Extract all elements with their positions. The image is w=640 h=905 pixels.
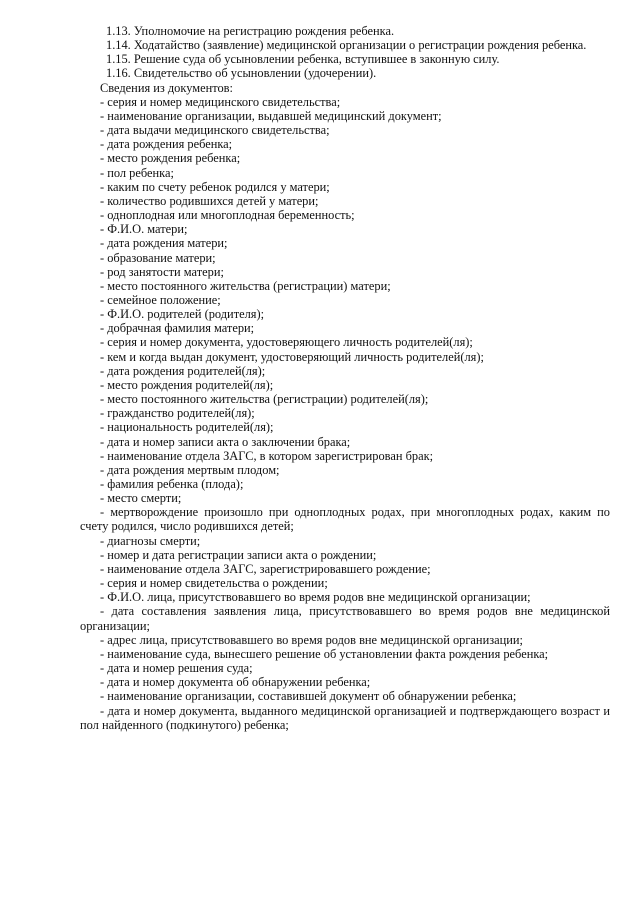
- document-line: - образование матери;: [100, 250, 216, 265]
- document-line: - серия и номер документа, удостоверяющего личность родителей(ля);: [100, 335, 473, 350]
- document-line: - дата рождения мертвым плодом;: [100, 462, 280, 477]
- document-line: - дата и номер записи акта о заключении брака;: [100, 434, 351, 449]
- document-line: - место рождения родителей(ля);: [100, 377, 274, 392]
- document-line: - дата и номер решения суда;: [100, 661, 253, 676]
- document-line: - мертворождение произошло при одноплодных родах, при многоплодных родах, каким по счету родился, число родившихся детей;: [80, 505, 610, 534]
- document-line: - дата рождения родителей(ля);: [100, 363, 266, 378]
- document-line: - дата и номер документа об обнаружении ребенка;: [100, 675, 371, 690]
- document-line: - Ф.И.О. родителей (родителя);: [100, 307, 265, 322]
- document-line: - наименование организации, выдавшей медицинский документ;: [100, 108, 442, 123]
- document-line: - место рождения ребенка;: [100, 151, 241, 166]
- document-line: - Ф.И.О. матери;: [100, 222, 188, 237]
- document-line: - гражданство родителей(ля);: [100, 406, 255, 421]
- document-line: - дата рождения матери;: [100, 236, 228, 251]
- document-line: 1.13. Уполномочие на регистрацию рождения ребенка.: [106, 24, 395, 38]
- document-line: - серия и номер свидетельства о рождении;: [100, 576, 328, 591]
- document-line: 1.16. Свидетельство об усыновлении (удочерении).: [106, 66, 377, 81]
- document-line: - наименование отдела ЗАГС, зарегистрировавшего рождение;: [100, 561, 431, 576]
- document-line: - место смерти;: [100, 491, 182, 506]
- document-line: - Ф.И.О. лица, присутствовавшего во время родов вне медицинской организации;: [100, 590, 531, 605]
- document-line: - дата составления заявления лица, присутствовавшего во время родов вне медицинской организации;: [80, 604, 610, 633]
- document-line: - наименование отдела ЗАГС, в котором зарегистрирован брак;: [100, 448, 434, 463]
- document-line: - одноплодная или многоплодная беременность;: [100, 208, 355, 223]
- document-line: - каким по счету ребенок родился у матери;: [100, 179, 330, 194]
- document-line: - кем и когда выдан документ, удостоверяющий личность родителей(ля);: [100, 349, 484, 364]
- document-line: 1.14. Ходатайство (заявление) медицинской организации о регистрации рождения ребенка.: [106, 38, 587, 53]
- document-line: - место постоянного жительства (регистрации) родителей(ля);: [100, 392, 429, 407]
- document-line: - серия и номер медицинского свидетельства;: [100, 94, 341, 109]
- document-line: - фамилия ребенка (плода);: [100, 477, 244, 491]
- document-line: - пол ребенка;: [100, 165, 174, 180]
- document-line: - адрес лица, присутствовавшего во время родов вне медицинской организации;: [100, 632, 523, 647]
- document-line: - добрачная фамилия матери;: [100, 321, 255, 336]
- document-line: - национальность родителей(ля);: [100, 420, 274, 435]
- document-line: - род занятости матери;: [100, 264, 224, 279]
- document-line: - семейное положение;: [100, 292, 221, 307]
- document-line: - количество родившихся детей у матери;: [100, 193, 319, 208]
- document-body: [80, 24, 610, 732]
- document-line: - дата и номер документа, выданного медицинской организацией и подтверждающего возраст и пол найденного (подкинутого) ребенка;: [80, 703, 610, 732]
- document-line: - наименование суда, вынесшего решение об установлении факта рождения ребенка;: [100, 646, 549, 661]
- document-line: - дата рождения ребенка;: [100, 137, 233, 152]
- document-line: 1.15. Решение суда об усыновлении ребенка, вступившее в законную силу.: [106, 52, 500, 67]
- document-line: - номер и дата регистрации записи акта о рождении;: [100, 547, 377, 562]
- document-line: - дата выдачи медицинского свидетельства;: [100, 123, 330, 138]
- document-line: Сведения из документов:: [100, 80, 233, 95]
- document-line: - диагнозы смерти;: [100, 533, 201, 548]
- document-line: - наименование организации, составившей документ об обнаружении ребенка;: [100, 689, 517, 704]
- document-line: - место постоянного жительства (регистрации) матери;: [100, 278, 391, 293]
